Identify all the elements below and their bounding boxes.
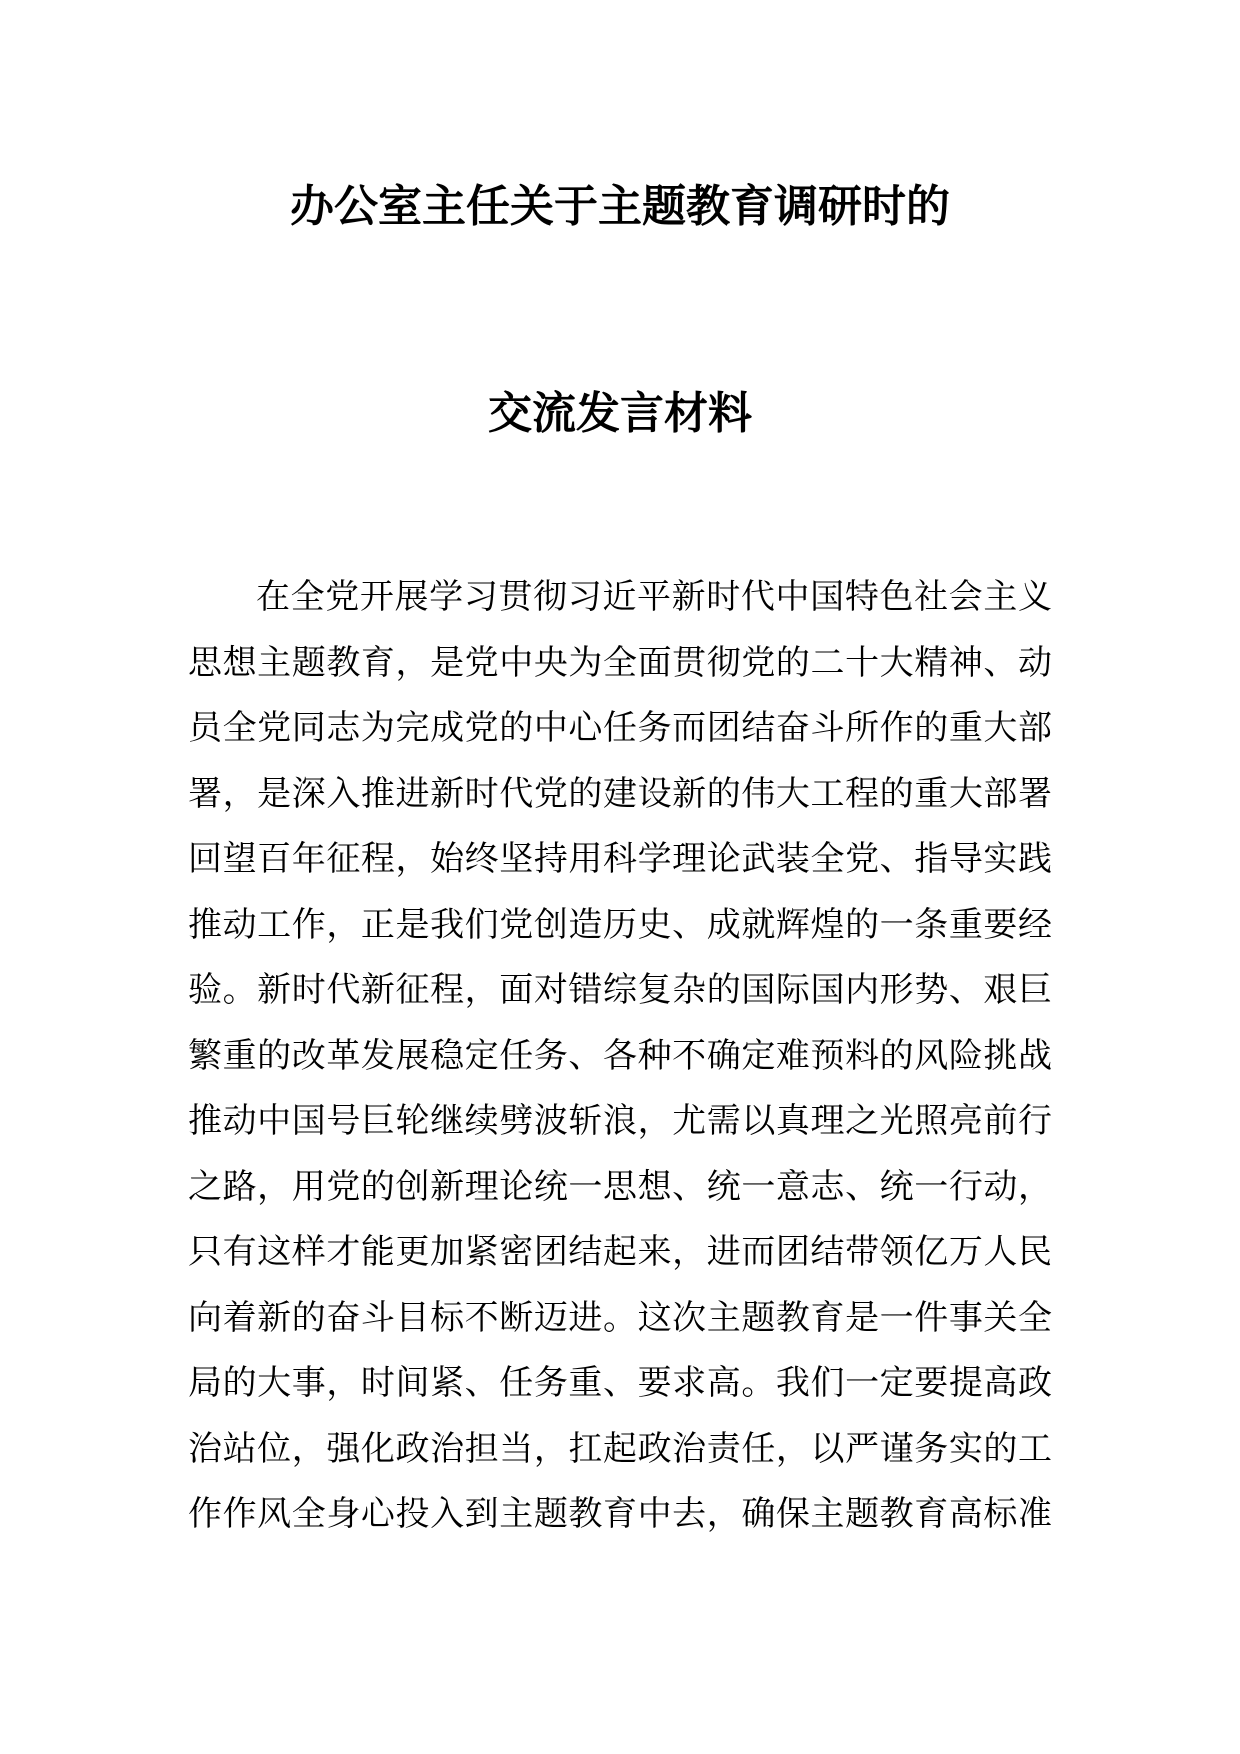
- body-line: 验。新时代新征程，面对错综复杂的国际国内形势、艰巨: [188, 970, 1052, 1010]
- body-line: 之路，用党的创新理论统一思想、统一意志、统一行动，: [188, 1166, 1052, 1207]
- body-line: 员全党同志为完成党的中心任务而团结奋斗所作的重大部: [188, 708, 1052, 748]
- body-line: 繁重的改革发展稳定任务、各种不确定难预料的风险挑战: [188, 1035, 1052, 1076]
- document-body: [188, 565, 1052, 1548]
- body-line: 回望百年征程，始终坚持用科学理论武装全党、指导实践: [188, 839, 1052, 879]
- body-line: 只有这样才能更加紧密团结起来，进而团结带领亿万人民: [188, 1232, 1052, 1272]
- body-line: 推动中国号巨轮继续劈波斩浪，尤需以真理之光照亮前行: [188, 1101, 1052, 1141]
- document-title-line-1: 办公室主任关于主题教育调研时的: [290, 181, 950, 232]
- body-line: 署，是深入推进新时代党的建设新的伟大工程的重大部署: [188, 773, 1052, 814]
- body-line: 推动工作，正是我们党创造历史、成就辉煌的一条重要经: [188, 904, 1052, 945]
- document-title-line-2: 交流发言材料: [488, 388, 752, 439]
- body-line: 在全党开展学习贯彻习近平新时代中国特色社会主义: [256, 577, 1052, 617]
- body-line: 思想主题教育，是党中央为全面贯彻党的二十大精神、动: [188, 642, 1052, 683]
- body-line: 治站位，强化政治担当，扛起政治责任，以严谨务实的工: [188, 1428, 1052, 1469]
- body-line: 作作风全身心投入到主题教育中去，确保主题教育高标准: [188, 1494, 1052, 1534]
- body-line: 向着新的奋斗目标不断迈进。这次主题教育是一件事关全: [188, 1297, 1052, 1338]
- body-line: 局的大事，时间紧、任务重、要求高。我们一定要提高政: [188, 1363, 1052, 1403]
